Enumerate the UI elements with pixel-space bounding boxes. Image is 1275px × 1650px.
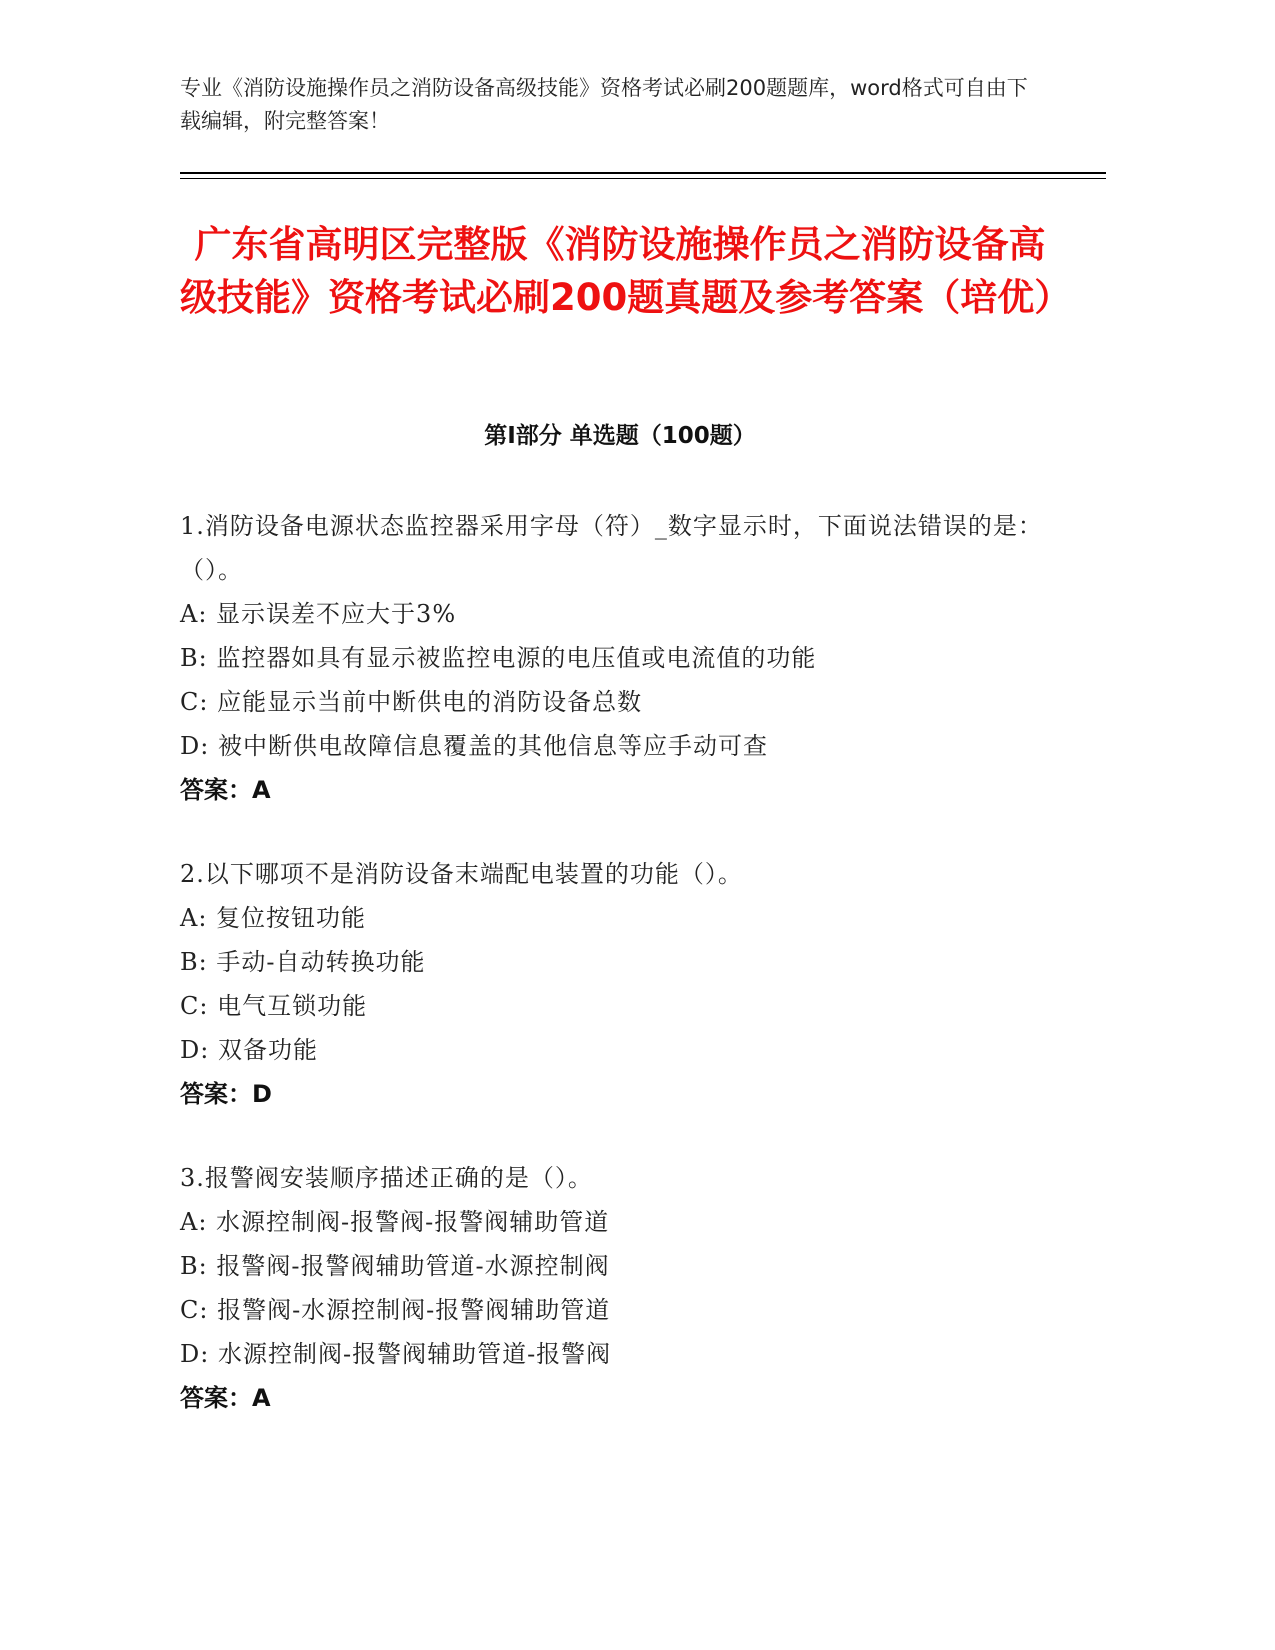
option-a: A: 复位按钮功能 [180, 904, 367, 932]
answer: 答案：A [180, 1384, 271, 1412]
option-c: C: 电气互锁功能 [180, 992, 368, 1020]
question-stem: 1.消防设备电源状态监控器采用字母（符）_数字显示时，下面说法错误的是：（）。 [180, 512, 1043, 584]
option-b: B: 监控器如具有显示被监控电源的电压值或电流值的功能 [180, 644, 817, 672]
option-d: D: 双备功能 [180, 1036, 318, 1064]
header-divider-thin [180, 178, 1106, 179]
header-note: 专业《消防设施操作员之消防设备高级技能》资格考试必刷200题题库，word格式可自由下载编辑，附完整答案！ [180, 76, 1028, 133]
document-title: 广东省高明区完整版《消防设施操作员之消防设备高级技能》资格考试必刷200题真题及参考答案（培优） [180, 223, 1072, 319]
answer: 答案：D [180, 1080, 272, 1108]
section-title: 第Ⅰ部分 单选题（100题） [484, 423, 756, 449]
question-3 [180, 1156, 1060, 1420]
answer: 答案：A [180, 776, 271, 804]
option-a: A: 水源控制阀-报警阀-报警阀辅助管道 [180, 1208, 610, 1236]
option-c: C: 报警阀-水源控制阀-报警阀辅助管道 [180, 1296, 611, 1324]
option-d: D: 被中断供电故障信息覆盖的其他信息等应手动可查 [180, 732, 768, 760]
option-b: B: 手动-自动转换功能 [180, 948, 426, 976]
question-2 [180, 852, 1060, 1116]
question-stem: 3.报警阀安装顺序描述正确的是（）。 [180, 1164, 593, 1192]
option-c: C: 应能显示当前中断供电的消防设备总数 [180, 688, 643, 716]
header-divider-thick [180, 172, 1106, 174]
option-d: D: 水源控制阀-报警阀辅助管道-报警阀 [180, 1340, 612, 1368]
question-stem: 2.以下哪项不是消防设备末端配电装置的功能（）。 [180, 860, 743, 888]
option-b: B: 报警阀-报警阀辅助管道-水源控制阀 [180, 1252, 610, 1280]
option-a: A: 显示误差不应大于3% [180, 600, 457, 628]
question-1 [180, 504, 1060, 812]
